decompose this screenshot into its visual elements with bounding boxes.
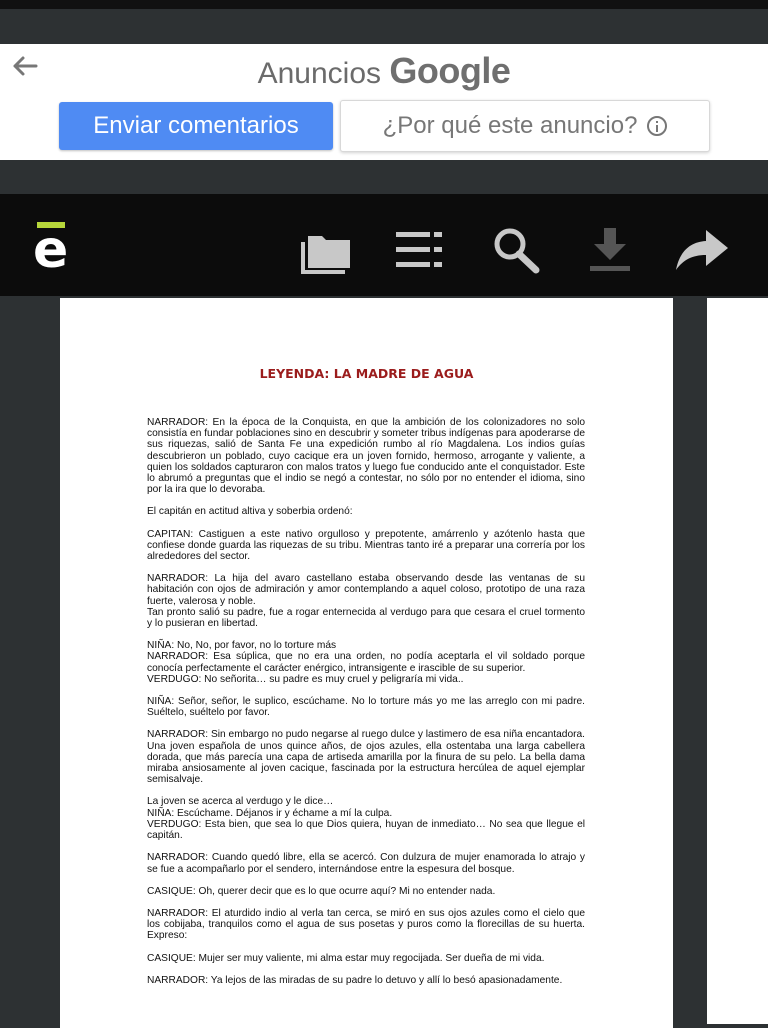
folder-icon[interactable] <box>300 224 356 276</box>
document-paragraph <box>147 886 585 897</box>
share-icon[interactable] <box>674 224 730 276</box>
paragraph-line: La joven se acerca al verdugo y le dice… <box>147 796 334 808</box>
paragraph-line: NARRADOR: La hija del avaro castellano estaba observando desde las ventanas de su habitación con ojos de admiración y amor contemplando a aquel coloso, prototipo de una raza fuerte, valerosa y noble. <box>147 573 585 607</box>
document-paragraph <box>147 506 585 517</box>
paragraph-line: NARRADOR: Esa súplica, que no era una orden, no podía aceptarla el vil soldado porque conocía perfectamente el carácter enérgico, intransigente e irascible de su superior. <box>147 651 585 674</box>
paragraph-line: NIÑA: Señor, señor, le suplico, escúchame. No lo torture más yo me las arreglo con mi padre. Suéltelo, suéltelo por favor. <box>147 696 585 719</box>
paragraph-line: NARRADOR: En la época de la Conquista, en que la ambición de los colonizadores no solo consistía en fundar poblaciones sino en descubrir y someter tribus indígenas para apoderarse de sus riquezas, salió de Santa Fe una expedición rumbo al río Magdalena. Los indios guías descubrieron un poblado, cuyo cacique era un joven fornido, hermoso, arrogante y valiente, a quien los soldados capturaron con malos tratos y luego fue conducido ante el conquistador. Este lo abrumó a preguntas que el indio se negó a contestar, no sólo por no entender el idioma, sino por la ira que lo devoraba. <box>147 417 585 496</box>
paragraph-line: CASIQUE: Oh, querer decir que es lo que ocurre aquí? Mi no entender nada. <box>147 885 496 897</box>
google-logo-text: Google <box>389 50 511 91</box>
search-icon[interactable] <box>488 224 544 276</box>
document-paragraph <box>147 852 585 874</box>
top-status-bar <box>0 0 768 9</box>
paragraph-line: VERDUGO: No señorita… su padre es muy cruel y peligraría mi vida.. <box>147 673 464 685</box>
document-body <box>147 417 585 997</box>
paragraph-line: NARRADOR: El aturdido indio al verla tan cerca, se miró en sus ojos azules como el cielo que los cobijaba, tranquilos como el agua de sus posetas y puros como la florecillas de su huerta. Expreso: <box>147 907 585 942</box>
app-toolbar <box>0 194 768 296</box>
document-paragraph <box>147 975 585 986</box>
paragraph-line: Tan pronto salió su padre, fue a rogar enternecida al verdugo para que cesara el cruel tormento y lo pusieran en libertad. <box>147 606 585 630</box>
why-this-ad-label: ¿Por qué este anuncio? <box>382 112 638 139</box>
paragraph-line: VERDUGO: Esta bien, que sea lo que Dios quiera, huyan de inmediato… No sea que llegue el capitán. <box>147 818 585 842</box>
document-paragraph <box>147 796 585 841</box>
paragraph-line: CAPITAN: Castiguen a este nativo orgulloso y prepotente, amárrenlo y azótenlo hasta que confiese donde guarda las riquezas de su tribu. Mientras tanto iré a preparar una correría por los alrededores del sector. <box>147 528 585 563</box>
send-feedback-button[interactable]: Enviar comentarios <box>59 102 333 150</box>
logo-letter: e <box>33 220 69 280</box>
document-paragraph <box>147 417 585 495</box>
paragraph-line: El capitán en actitud altiva y soberbia ordenó: <box>147 506 353 518</box>
paragraph-line: CASIQUE: Mujer ser muy valiente, mi alma estar muy regocijada. Ser dueña de mi vida. <box>147 952 545 964</box>
document-paragraph <box>147 729 585 785</box>
right-margin <box>673 298 707 1024</box>
ad-title-prefix: Anuncios <box>257 57 382 90</box>
paragraph-line: NARRADOR: Sin embargo no pudo negarse al ruego dulce y lastimero de esa niña encantadora. Una joven española de unos quince años, de ojos azules, ella ostentaba una larga cabellera dorada, que más parecía una capa de artiseda amarilla por la finura de su pelo. La bella dama miraba ansiosamente al joven cacique, fascinada por la estructura hercúlea de aquel ejemplar semisalvaje. <box>147 729 585 786</box>
left-margin <box>0 298 60 1024</box>
document-paragraph <box>147 529 585 563</box>
why-this-ad-button[interactable] <box>340 100 710 152</box>
paragraph-line: NIÑA: No, No, por favor, no lo torture más <box>147 640 337 652</box>
document-paragraph <box>147 696 585 718</box>
document-paragraph <box>147 640 585 685</box>
download-icon[interactable] <box>582 224 638 276</box>
document-paragraph <box>147 573 585 629</box>
paragraph-line: NARRADOR: Cuando quedó libre, ella se acercó. Con dulzura de mujer enamorada lo atrajo y se fue a acompañarlo por el sendero, internándose entre la espesura del bosque. <box>147 852 585 875</box>
document-paragraph <box>147 908 585 942</box>
paragraph-line: NIÑA: Escúchame. Déjanos ir y échame a mí la culpa. <box>147 807 393 819</box>
paragraph-line: NARRADOR: Ya lejos de las miradas de su padre lo detuvo y allí lo besó apasionadamente. <box>147 974 563 986</box>
document-title: LEYENDA: LA MADRE DE AGUA <box>259 366 474 381</box>
list-icon[interactable] <box>392 224 448 276</box>
adjacent-page-edge <box>707 298 768 1024</box>
ad-title <box>0 50 768 92</box>
info-icon <box>647 116 667 136</box>
document-paragraph <box>147 953 585 964</box>
app-logo[interactable] <box>33 222 75 278</box>
